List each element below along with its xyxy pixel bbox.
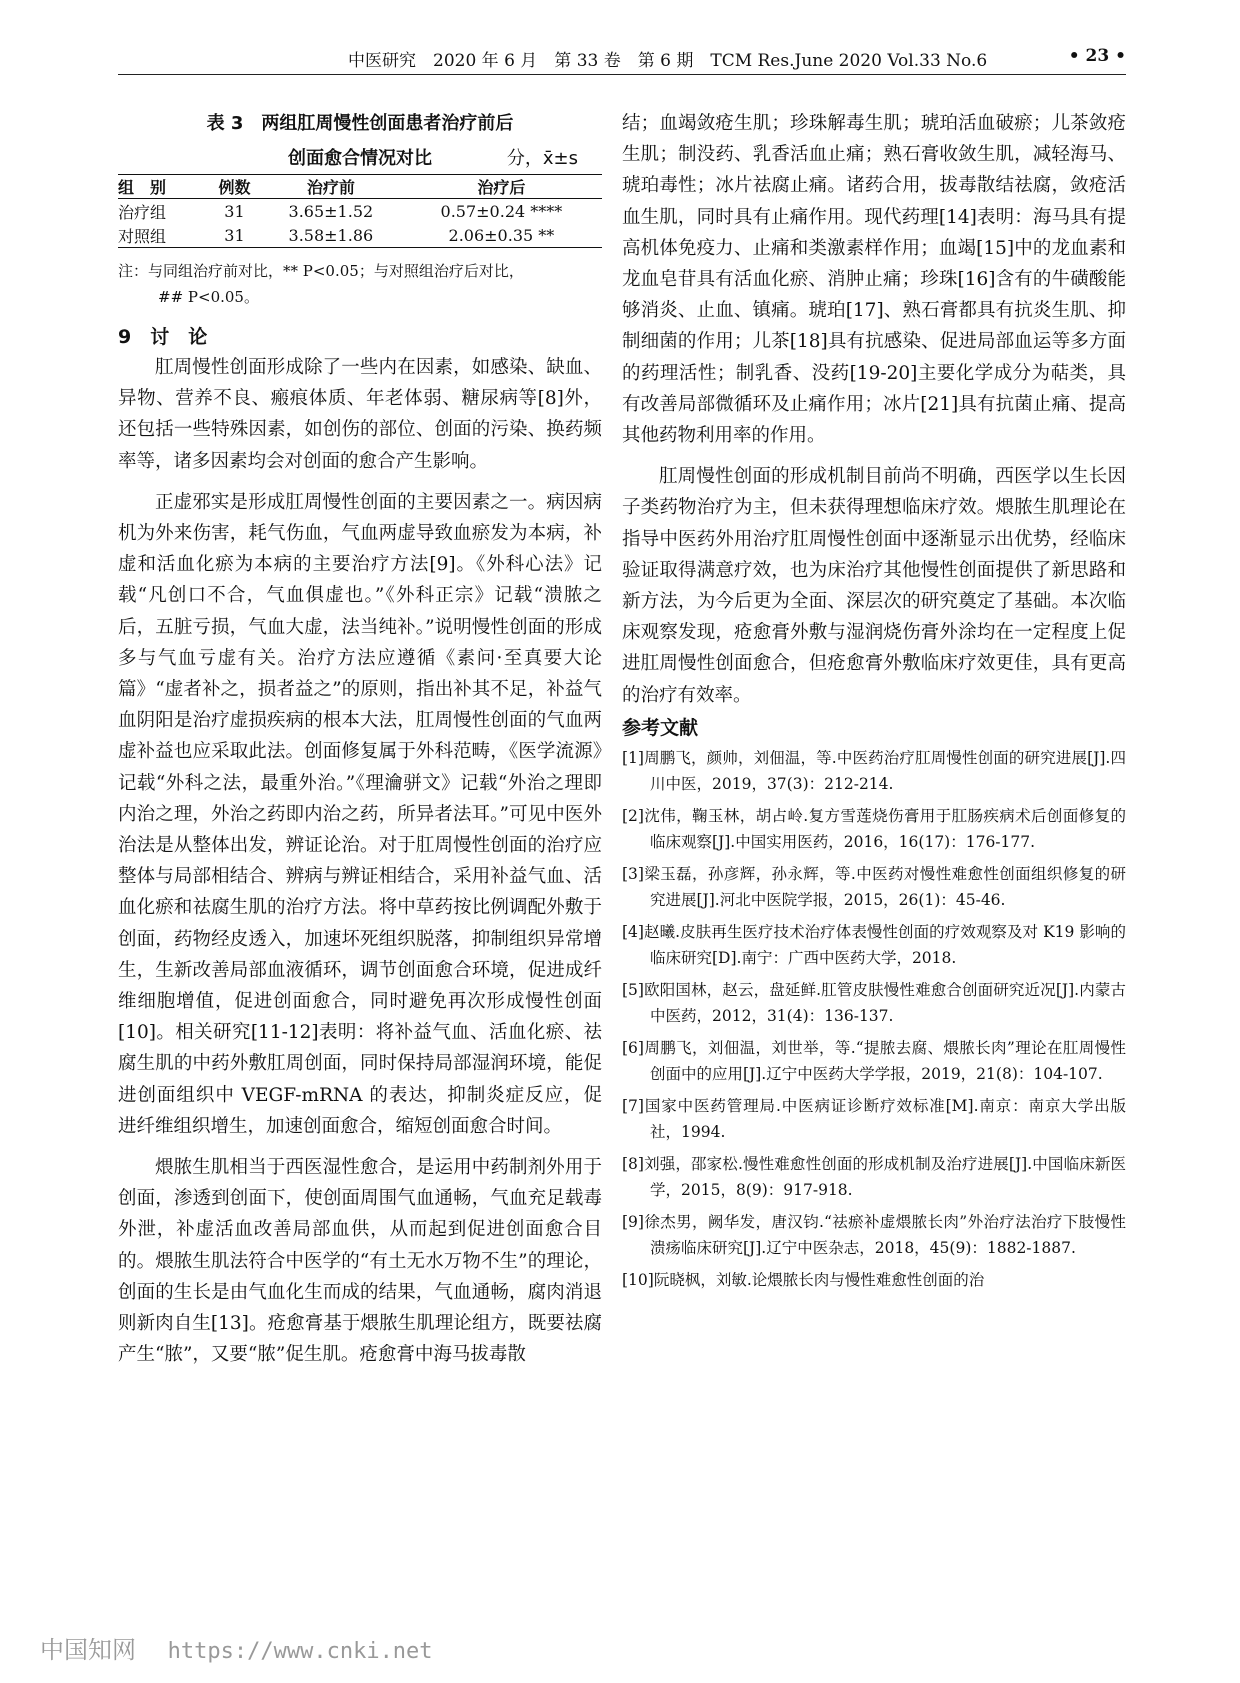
watermark-footer (40, 1630, 433, 1665)
paragraph: 正虚邪实是形成肛周慢性创面的主要因素之一。病因病机为外来伤害，耗气伤血，气血两虚导致血瘀发为本病，补虚和活血化瘀为本病的主要治疗方法[9]。《外科心法》记载“凡创口不合，气血俱虚也。”《外科正宗》记载“溃脓之后，五脏亏损，气血大虚，法当纯补。”说明慢性创面的形成多与气血亏虚有关。治疗方法应遵循《素问·至真要大论篇》“虚者补之，损者益之”的原则，指出补其不足，补益气血阴阳是治疗虚损疾病的根本大法，肛周慢性创面的气血两虚补益也应采取此法。创面修复属于外科范畴，《医学流源》记载“外科之法，最重外治。”《理瀹骈文》记载“外治之理即内治之理，外治之药即内治之药，所异者法耳。”可见中医外治法是从整体出发，辨证论治。对于肛周慢性创面的治疗应整体与局部相结合、辨病与辨证相结合，采用补益气血、活血化瘀和祛腐生肌的治疗方法。将中草药按比例调配外敷于创面，药物经皮透入，加速坏死组织脱落，抑制组织异常增生，生新改善局部血液循环，调节创面愈合环境，促进成纤维细胞增值，促进创面愈合，同时避免再次形成慢性创面[10]。相关研究[11-12]表明：将补益气血、活血化瘀、祛腐生肌的中药外敷肛周创面，同时保持局部湿润环境，能促进创面组织中 VEGF-mRNA 的表达，抑制炎症反应，促进纤维组织增生，加速创面愈合，缩短创面愈合时间。 (118, 491, 602, 1137)
table-cell: 31 (208, 223, 261, 248)
reference-item: [5]欧阳国林，赵云，盘延鲜.肛管皮肤慢性难愈合创面研究近况[J].内蒙古中医药，2012，31(4)：136-137. (622, 980, 1126, 1026)
paragraph: 煨脓生肌相当于西医湿性愈合，是运用中药制剂外用于创面，渗透到创面下，使创面周围气血通畅，气血充足载毒外泄，补虚活血改善局部血供，从而起到促进创面愈合目的。煨脓生肌法符合中医学的“有土无水万物不生”的理论，创面的生长是由气血化生而成的结果，气血通畅，腐肉消退则新肉自生[13]。疮愈膏基于煨脓生肌理论组方，既要祛腐产生“脓”，又要“脓”促生肌。疮愈膏中海马拔毒散 (118, 1157, 602, 1366)
table-cell: 3.65±1.52 (288, 201, 374, 221)
table-row (118, 199, 602, 224)
table-header: 组 别 (118, 175, 208, 199)
paragraph: 结；血竭敛疮生肌；珍珠解毒生肌；琥珀活血破瘀；儿茶敛疮生肌；制没药、乳香活血止痛；熟石膏收敛生肌，减轻海马、琥珀毒性；冰片祛腐止痛。诸药合用，拔毒散结祛腐，敛疮活血生肌，同时具有止痛作用。现代药理[14]表明：海马具有提高机体免疫力、止痛和类激素样作用；血竭[15]中的龙血素和龙血皂苷具有活血化瘀、消肿止痛；珍珠[16]含有的牛磺酸能够消炎、止血、镇痛。琥珀[17]、熟石膏都具有抗炎生肌、抑制细菌的作用；儿茶[18]具有抗感染、促进局部血运等多方面的药理活性；制乳香、没药[19-20]主要化学成分为萜类，具有改善局部微循环及止痛作用；冰片[21]具有抗菌止痛、提高其他药物利用率的作用。 (622, 113, 1126, 447)
reference-item: [6]周鹏飞，刘佃温，刘世举，等.“提脓去腐、煨脓长肉”理论在肛周慢性创面中的应用[J].辽宁中医药大学学报，2019，21(8)：104-107. (622, 1038, 1126, 1084)
table-note-line: 注：与同组治疗前对比，** P<0.05；与对照组治疗后对比， (118, 262, 524, 280)
reference-item: [2]沈伟，鞠玉林，胡占岭.复方雪莲烧伤膏用于肛肠疾病术后创面修复的临床观察[J].中国实用医药，2016，16(17)：176-177. (622, 806, 1126, 852)
reference-item: [8]刘强，邵家松.慢性难愈性创面的形成机制及治疗进展[J].中国临床新医学，2015，8(9)：917-918. (622, 1154, 1126, 1200)
table-note-line: ## P<0.05。 (158, 288, 259, 306)
table-note (118, 258, 602, 310)
reference-list (622, 745, 1126, 1294)
reference-item: [9]徐杰男，阙华发，唐汉钧.“祛瘀补虚煨脓长肉”外治疗法治疗下肢慢性溃疡临床研究[J].辽宁中医杂志，2018，45(9)：1882-1887. (622, 1212, 1126, 1258)
cnki-url-link[interactable]: https://www.cnki.net (167, 1639, 433, 1664)
reference-item: [3]梁玉磊，孙彦辉，孙永辉，等.中医药对慢性难愈性创面组织修复的研究进展[J].河北中医院学报，2015，26(1)：45-46. (622, 864, 1126, 910)
table-cell: 治疗组 (118, 202, 167, 222)
section-heading: 9 讨 论 (118, 326, 208, 348)
paragraph: 肛周慢性创面形成除了一些内在因素，如感染、缺血、异物、营养不良、瘢痕体质、年老体弱、糖尿病等[8]外，还包括一些特殊因素，如创伤的部位、创面的污染、换药频率等，诸多因素均会对创面的愈合产生影响。 (118, 357, 602, 472)
left-column (118, 108, 602, 1371)
table-header: 治疗前 (261, 175, 401, 199)
right-column (622, 108, 1126, 1298)
table-cell: 31 (224, 201, 245, 221)
reference-item: [1]周鹏飞，颜帅，刘佃温，等.中医药治疗肛周慢性创面的研究进展[J].四川中医，2019，37(3)：212-214. (622, 748, 1126, 794)
table-title: 表 3 两组肛周慢性创面患者治疗前后 (206, 113, 514, 134)
header-rule (118, 74, 1126, 75)
table-cell: 对照组 (118, 223, 208, 248)
journal-citation: 中医研究 2020 年 6 月 第 33 卷 第 6 期 TCM Res.June 2020 Vol.33 No.6 (348, 51, 988, 71)
table-cell: 3.58±1.86 (261, 223, 401, 248)
reference-item: [4]赵曦.皮肤再生医疗技术治疗体表慢性创面的疗效观察及对 K19 影响的临床研究[D].南宁：广西中医药大学，2018. (622, 922, 1126, 968)
table-subtitle: 创面愈合情况对比 (288, 148, 432, 169)
reference-item: [7]国家中医药管理局.中医病证诊断疗效标准[M].南京：南京大学出版社，1994. (622, 1096, 1126, 1142)
table-header-row (118, 175, 602, 199)
reference-item: [10]阮晓枫，刘敏.论煨脓长肉与慢性难愈性创面的治 (622, 1270, 985, 1289)
references-heading: 参考文献 (622, 716, 699, 739)
paragraph: 肛周慢性创面的形成机制目前尚不明确，西医学以生长因子类药物治疗为主，但未获得理想临床疗效。煨脓生肌理论在指导中医药外用治疗肛周慢性创面中逐渐显示出优势，经临床验证取得满意疗效，也为床治疗其他慢性创面提供了新思路和新方法，为今后更为全面、深层次的研究奠定了基础。本次临床观察发现，疮愈膏外敷与湿润烧伤膏外涂均在一定程度上促进肛周慢性创面愈合，但疮愈膏外敷临床疗效更佳，具有更高的治疗有效率。 (622, 466, 1126, 706)
table-header: 例数 (208, 175, 261, 199)
cnki-logo-text: 中国知网 (40, 1636, 136, 1664)
running-header (118, 46, 1126, 80)
table-cell: 2.06±0.35 ** (401, 223, 602, 248)
results-table (118, 174, 602, 248)
table-unit: 分，x̄±s (506, 148, 578, 169)
table-cell: 0.57±0.24 **** (440, 201, 563, 221)
table-row (118, 223, 602, 248)
page-number: • 23 • (1068, 46, 1126, 66)
table-header: 治疗后 (401, 175, 602, 199)
table-title-line2 (118, 140, 602, 172)
